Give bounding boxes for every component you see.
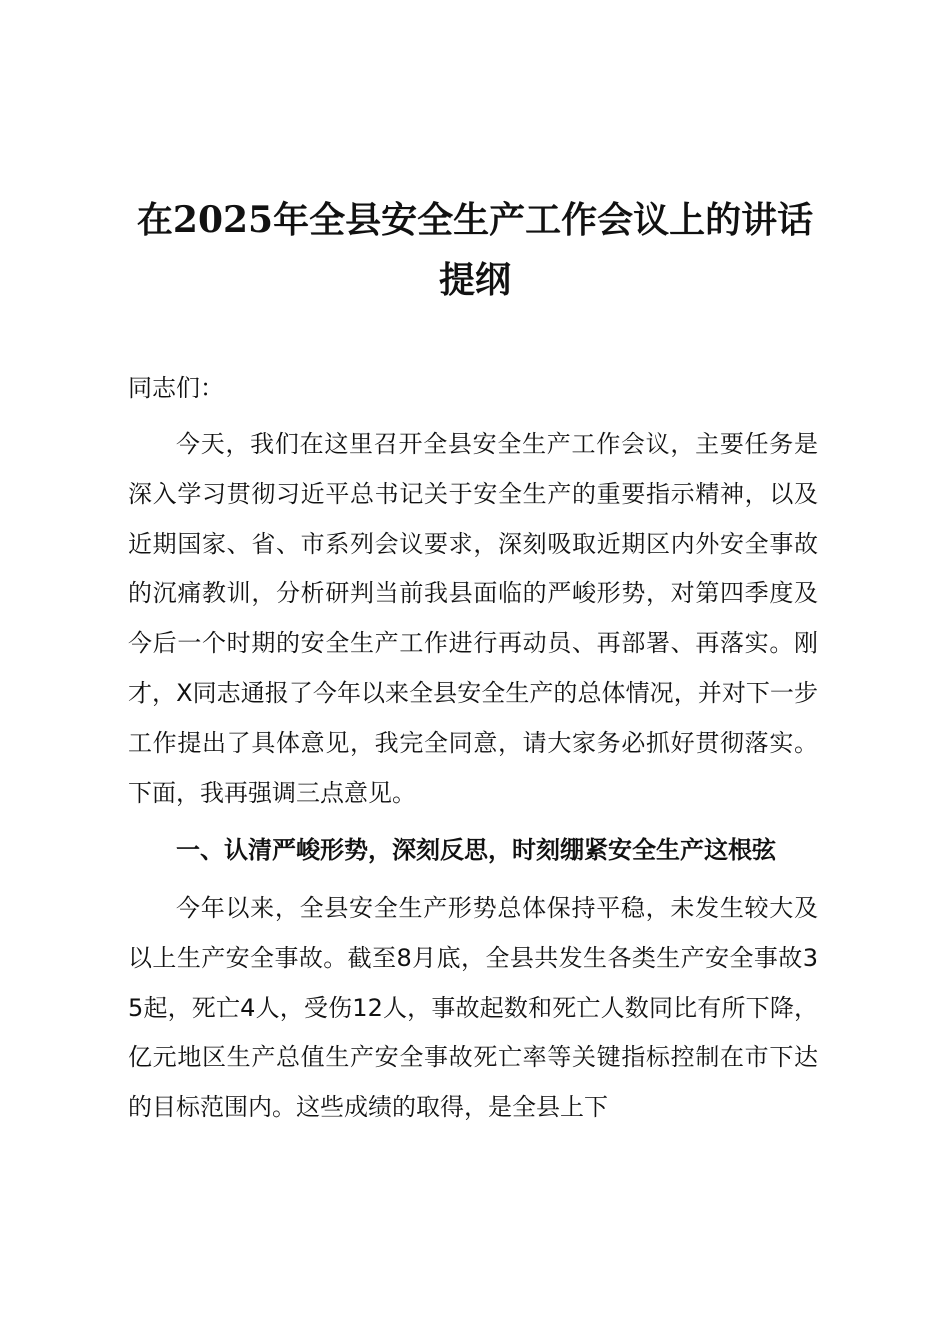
document-title: 在2025年全县安全生产工作会议上的讲话提纲 [136,199,814,301]
salutation: 同志们： [128,374,224,402]
section-heading-1: 一、认清严峻形势，深刻反思，时刻绷紧安全生产这根弦 [176,836,776,864]
paragraph-situation: 今年以来，全县安全生产形势总体保持平稳，未发生较大及以上生产安全事故。截至8月底，全县共发生各类生产安全事故35起，死亡4人，受伤12人，事故起数和死亡人数同比有所下降，亿元地区生产总值生产安全事故死亡率等关键指标控制在市下达的目标范围内。这些成绩的取得，是全县上下 [128,894,818,1122]
paragraph-intro: 今天，我们在这里召开全县安全生产工作会议，主要任务是深入学习贯彻习近平总书记关于安全生产的重要指示精神，以及近期国家、省、市系列会议要求，深刻吸取近期区内外安全事故的沉痛教训，分析研判当前我县面临的严峻形势，对第四季度及今后一个时期的安全生产工作进行再动员、再部署、再落实。刚才，X同志通报了今年以来全县安全生产的总体情况，并对下一步工作提出了具体意见，我完全同意，请大家务必抓好贯彻落实。下面，我再强调三点意见。 [128,430,818,807]
